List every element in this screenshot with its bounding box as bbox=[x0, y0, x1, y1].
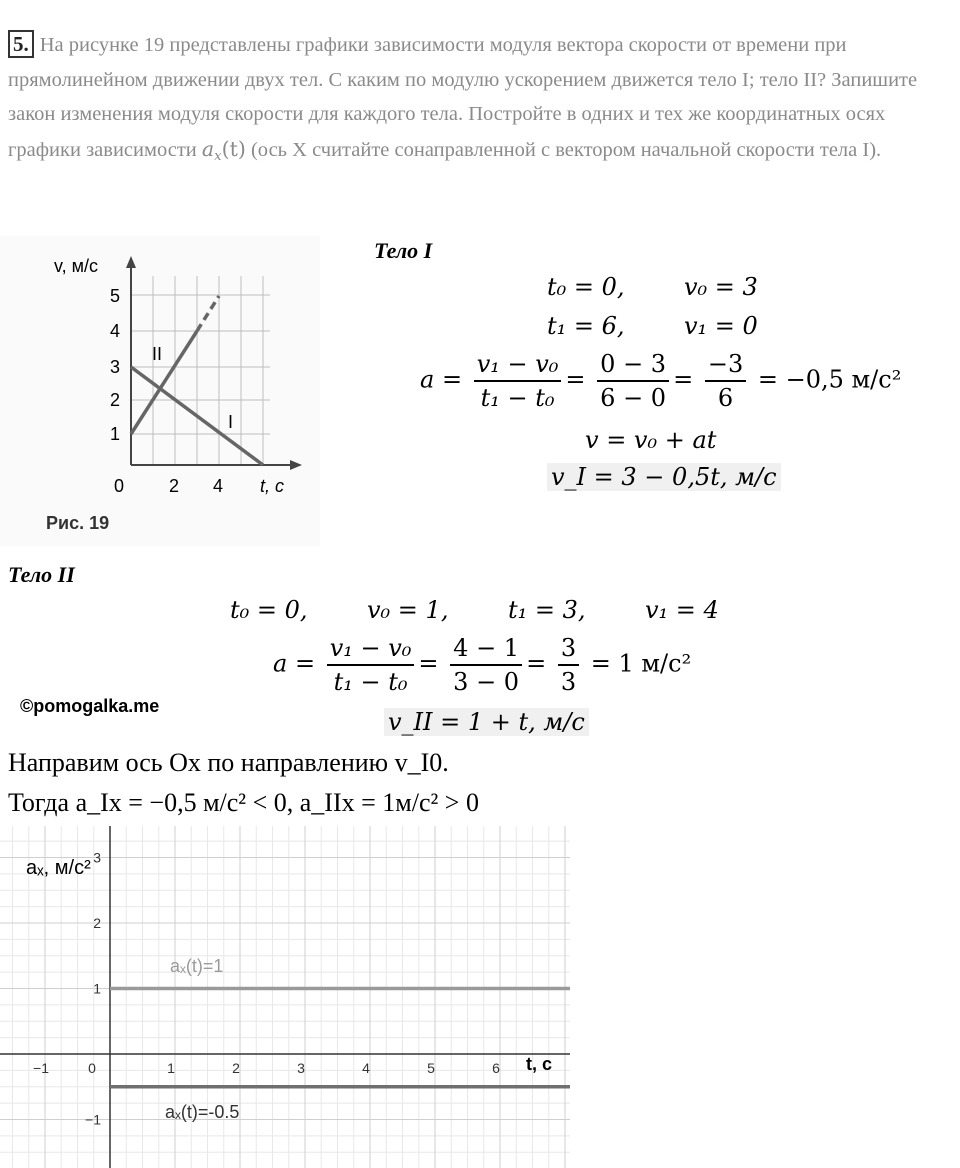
fig19-xtick-4: 4 bbox=[213, 476, 224, 496]
series-label-2: aₓ(t)=-0.5 bbox=[165, 1102, 240, 1122]
fig19-xtick-2: 2 bbox=[169, 476, 180, 496]
conclusion-line2: Тогда a_Ix = −0,5 м/с² < 0, a_IIx = 1м/с² > 0 bbox=[8, 788, 479, 817]
body1-v0: v₀ = 3 bbox=[684, 273, 758, 301]
body2-t0: t₀ = 0, bbox=[230, 596, 308, 624]
fig19-ytick-5: 5 bbox=[110, 286, 121, 306]
problem-number: 5. bbox=[8, 30, 34, 58]
body2-heading: Тело II bbox=[8, 562, 75, 587]
body1-t0: t₀ = 0, bbox=[547, 273, 625, 301]
fig19-xtick-0: 0 bbox=[114, 476, 125, 496]
fig19-caption: Рис. 19 bbox=[46, 513, 110, 533]
problem-func-arg: (t) bbox=[221, 136, 246, 161]
body2-answer: v_II = 1 + t, м/с bbox=[384, 708, 589, 736]
problem-text-end: (ось X считайте сонаправленной с вектором начальной скорости тела I). bbox=[250, 138, 882, 161]
fig19-label-II: II bbox=[152, 344, 163, 364]
body2-v0: v₀ = 1, bbox=[367, 596, 449, 624]
x-tick-label: −1 bbox=[33, 1060, 49, 1076]
acceleration-chart bbox=[0, 826, 570, 1168]
conclusion-line1: Направим ось Ох по направлению v_I0. bbox=[8, 748, 449, 777]
body1-heading: Тело I bbox=[374, 238, 433, 263]
x-tick-label: 4 bbox=[362, 1060, 370, 1076]
fig19-ytick-4: 4 bbox=[110, 321, 121, 341]
body1-law: v = v₀ + at bbox=[585, 426, 717, 454]
fig19-ytick-2: 2 bbox=[110, 390, 121, 410]
figure-19 bbox=[0, 236, 320, 546]
x-tick-label: 2 bbox=[232, 1060, 240, 1076]
watermark: ©pomogalka.me bbox=[20, 696, 160, 716]
body2-v1: v₁ = 4 bbox=[645, 596, 719, 624]
body1-answer: v_I = 3 − 0,5t, м/с bbox=[547, 463, 781, 491]
x-tick-label: 0 bbox=[88, 1060, 96, 1076]
body2-t1: t₁ = 3, bbox=[508, 596, 586, 624]
x-tick-label: 1 bbox=[167, 1060, 175, 1076]
chart-ylabel: aₓ, м/с² bbox=[26, 857, 91, 879]
body1-acceleration-eq: a = $\frac{\text{v₁ − v₀}}{\text{t₁ − t₀}}$ = $\frac{0 - 3}{6 - 0}$ = $\frac{-3}{6}$ = −0,5 м/с² bbox=[420, 350, 902, 412]
fig19-xlabel: t, с bbox=[260, 476, 285, 496]
problem-text: На рисунке 19 представлены графики зависимости модуля вектора скорости от времени при прямолинейном движении двух тел. С каким по модулю ускорением движется тело I; тело II? Запишите закон изменения модуля скорости для каждого тела. Постройте в одних и тех же координатных осях графики зависимости bbox=[8, 34, 918, 161]
x-tick-label: 5 bbox=[427, 1060, 435, 1076]
body2-acceleration-eq: a = $\frac{\text{v₁ − v₀}}{\text{t₁ − t₀}}$ = $\frac{4 - 1}{3 - 0}$ = $\frac{3}{3}$ = 1 м/с² bbox=[273, 634, 692, 696]
body1-t1: t₁ = 6, bbox=[547, 312, 625, 340]
y-tick-label: 3 bbox=[93, 849, 101, 866]
problem-statement bbox=[8, 28, 948, 174]
x-tick-label: 3 bbox=[297, 1060, 305, 1076]
fig19-ytick-3: 3 bbox=[110, 357, 121, 377]
body1-result: = −0,5 м/с² bbox=[757, 365, 902, 394]
fig19-ylabel: v, м/с bbox=[54, 256, 99, 276]
fig19-ytick-1: 1 bbox=[110, 424, 121, 444]
y-tick-label: 2 bbox=[93, 915, 101, 931]
series-label-1: aₓ(t)=1 bbox=[170, 956, 224, 976]
fig19-label-I: I bbox=[228, 412, 234, 432]
y-tick-label: 1 bbox=[93, 980, 101, 997]
chart-xlabel: t, с bbox=[526, 1054, 553, 1074]
problem-func: $a_x$ bbox=[201, 136, 222, 164]
body1-v1: v₁ = 0 bbox=[684, 312, 758, 340]
x-tick-label: 6 bbox=[492, 1060, 500, 1076]
y-tick-label: −1 bbox=[85, 1111, 101, 1128]
body2-result: = 1 м/с² bbox=[590, 649, 692, 678]
